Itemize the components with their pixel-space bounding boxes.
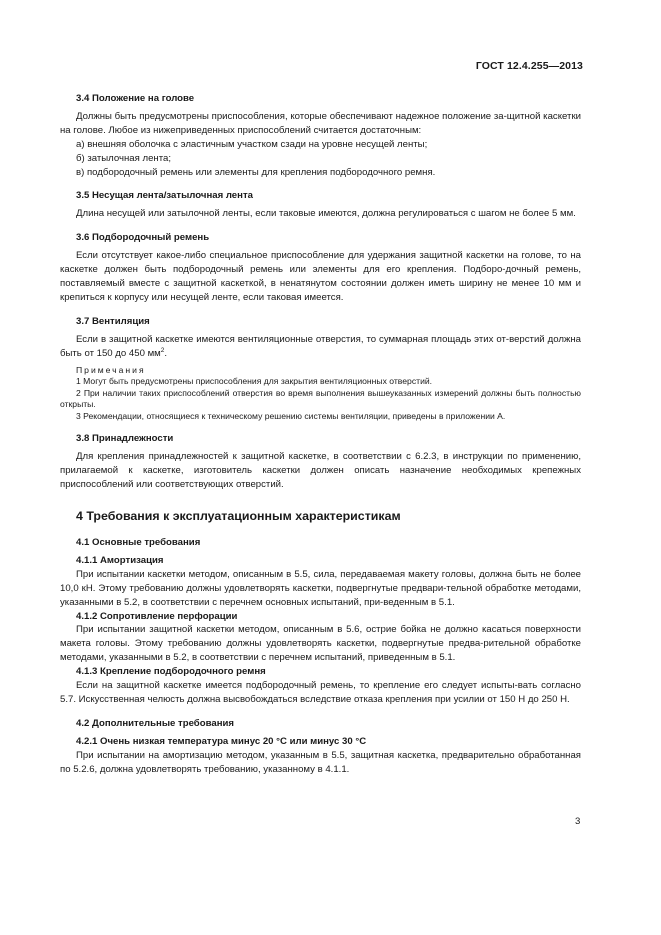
section-4-1-3-title: 4.1.3 Крепление подбородочного ремня [76, 666, 266, 678]
section-3-7-paragraph [60, 333, 581, 361]
list-item: в) подбородочный ремень или элементы для крепления подбородочного ремня. [76, 166, 436, 178]
section-4-1-1-paragraph: При испытании каскетки методом, описанным в 5.5, сила, передаваемая макету головы, должна быть не более 10,0 кН. Этому требованию должны удовлетворять каскетки, подвергнутые предвари-тельной обработке методами, указанными в 5.2, в соответствии с перечнем основных испытаний, при-веденным в 5.1. [60, 568, 581, 608]
section-4-1-2-title: 4.1.2 Сопротивление перфорации [76, 610, 238, 622]
section-3-6-title: 3.6 Подбородочный ремень [76, 232, 210, 244]
document-body [60, 88, 581, 777]
notes-title: Примечания [76, 364, 146, 375]
page-number: 3 [575, 816, 581, 827]
note-item: 1 Могут быть предусмотрены приспособления для закрытия вентиляционных отверстий. [76, 376, 433, 387]
section-4-2-1-title: 4.2.1 Очень низкая температура минус 20 °С или минус 30 °С [76, 735, 367, 747]
superscript-unit: 2 [160, 346, 165, 354]
section-4-2-title: 4.2 Дополнительные требования [76, 717, 234, 729]
section-3-4-title: 3.4 Положение на голове [76, 93, 195, 104]
list-item: а) внешняя оболочка с эластичным участком сзади на уровне несущей ленты; [76, 138, 428, 150]
note-item: 3 Рекомендации, относящиеся к техническому решению системы вентиляции, приведены в приложении А. [76, 410, 506, 421]
list-item: б) затылочная лента; [76, 152, 172, 164]
section-4-1-1-title: 4.1.1 Амортизация [76, 554, 164, 566]
section-3-4-paragraph: Должны быть предусмотрены приспособления, которые обеспечивают надежное положение за-щитной каскетки на голове. Любое из нижеприведенных приспособлений считается достаточным: [60, 110, 581, 136]
section-3-5-paragraph: Длина несущей или затылочной ленты, если таковые имеются, должна регулироваться с шагом не более 5 мм. [76, 208, 576, 220]
section-3-8-title: 3.8 Принадлежности [76, 433, 174, 445]
section-4-1-3-paragraph: Если на защитной каскетке имеется подбородочный ремень, то крепление его следует испыты-вать согласно 5.7. Искусственная челюсть должна высвобождаться вследствие отказа крепления при усилии от 150 Н до 250 Н. [60, 680, 581, 705]
section-4-1-title: 4.1 Основные требования [76, 537, 201, 548]
note-item: 2 При наличии таких приспособлений отверстия во время выполнения вышеуказанных измерений должны быть полностью открыты. [60, 387, 581, 410]
section-3-8-paragraph: Для крепления принадлежностей к защитной каскетке, в соответствии с 6.2.3, в инструкции по применению, прилагаемой к каскетке, изготовитель каскетки должен описать назначение необходимых крепежных приспособлений или соответствующих отверстий. [60, 451, 581, 491]
section-3-6-paragraph: Если отсутствует какое-либо специальное приспособление для удержания защитной каскетки на голове, то на каскетке должен быть подбородочный ремень или элементы для его крепления. Подборо-дочный ремень, поставляемый вместе с защитной каскеткой, в ненатянутом состоянии должен иметь ширину не менее 10 мм и крепиться к корпусу или несущей ленте, если таковая имеется. [60, 250, 581, 303]
document-header-id: ГОСТ 12.4.255—2013 [475, 60, 583, 72]
section-4-2-1-paragraph: При испытании на амортизацию методом, указанным в 5.5, защитная каскетка, предварительно обработанная по 5.2.6, должна удовлетворять требованию, указанному в 4.1.1. [60, 749, 581, 775]
section-3-7-text-end: . [164, 347, 168, 359]
section-3-7-text: Если в защитной каскетке имеются вентиляционные отверстия, то суммарная площадь этих от-верстий должна быть от 150 до 450 мм [60, 333, 581, 359]
section-4-title: 4 Требования к эксплуатационным характеристикам [76, 509, 401, 524]
section-3-7-title: 3.7 Вентиляция [76, 315, 150, 327]
section-4-1-2-paragraph: При испытании защитной каскетки методом, описанным в 5.6, острие бойка не должно касаться поверхности макета головы. Этому требованию должны удовлетворять каскетки, подвергнутые предва-рительной обработке методами, указанными в 5.2, в соответствии с перечнем испытаний, приведенным в 5.1. [60, 624, 581, 664]
notes-block [60, 365, 581, 423]
section-3-5-title: 3.5 Несущая лента/затылочная лента [76, 190, 253, 202]
